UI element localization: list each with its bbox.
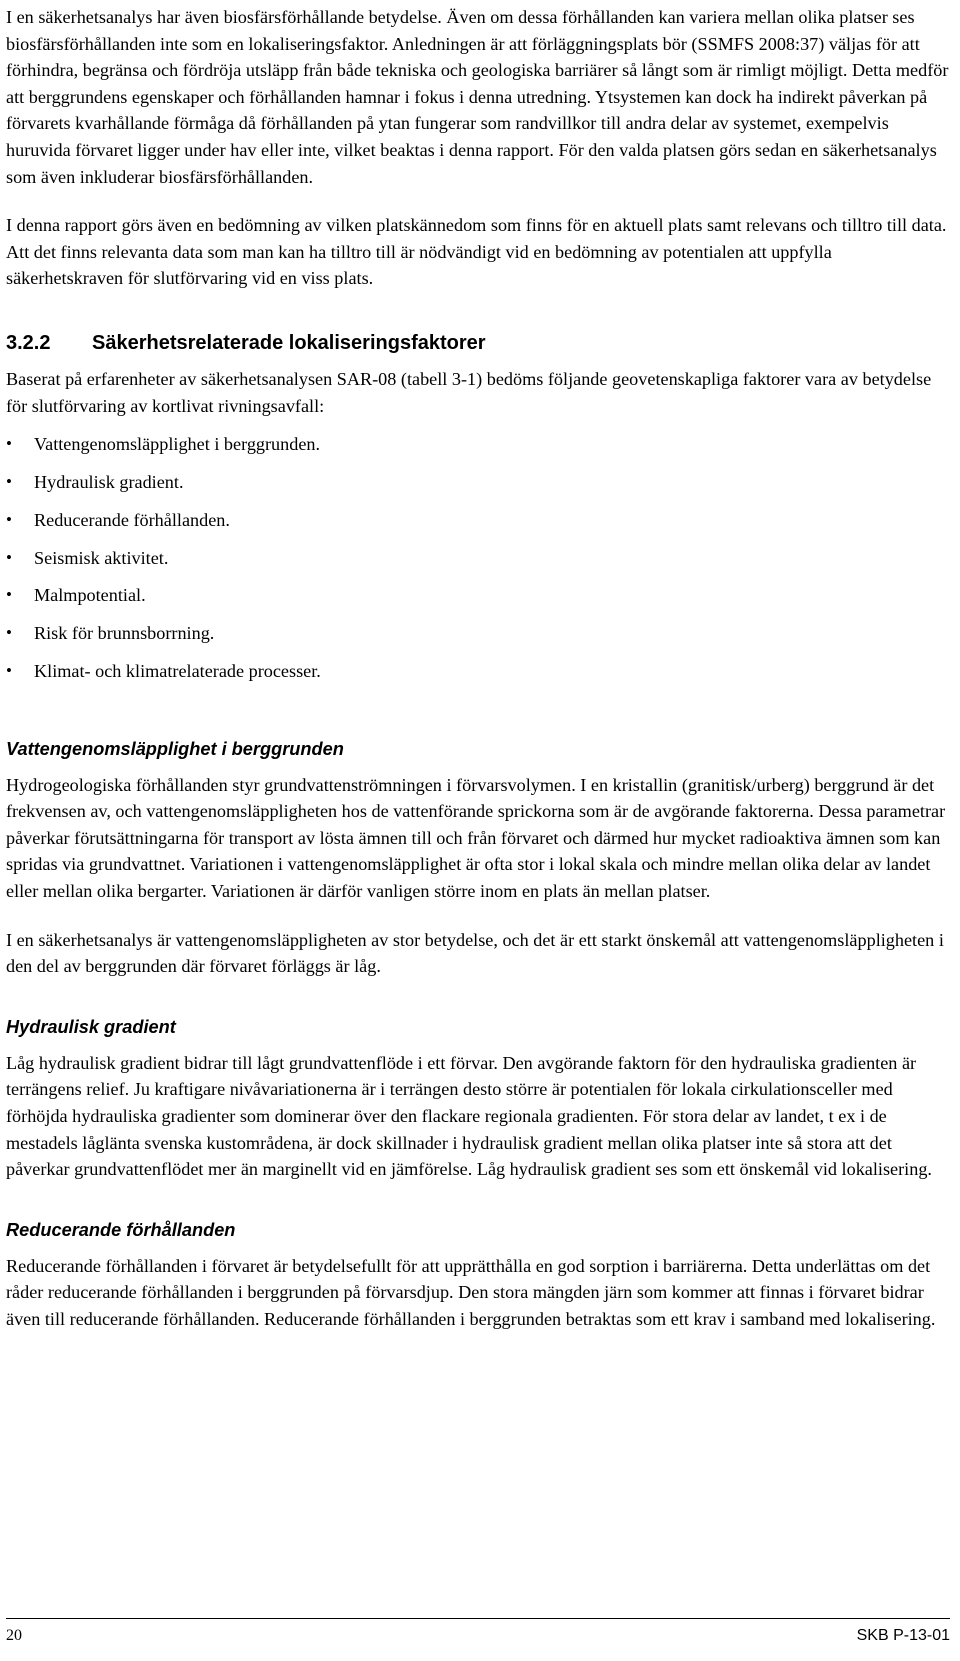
- list-item: [6, 545, 950, 583]
- section-number: 3.2.2: [6, 331, 51, 354]
- page-content: [6, 4, 950, 1355]
- factor-label: Vattengenomsläpplighet i berggrunden.: [34, 434, 321, 455]
- intro-paragraph-1: I en säkerhetsanalys har även biosfärsförhållande betydelse. Även om dessa förhållanden kan variera mellan olika platser ses biosfärsförhållanden inte som en lokaliseringsfaktor. Anledningen är att förläggningsplats bör (SSMFS 2008:37) väljas för att förhindra, begränsa och fördröja utsläpp från både tekniska och geologiska barriärer så långt som är rimligt möjligt. Detta medför att berggrundens egenskaper och förhållanden hamnar i fokus i denna utredning. Ytsystemen kan dock ha indirekt påverkan på förvarets kvarhållande förmåga då förhållanden på ytan fungerar som randvillkor till andra delar av systemet, exempelvis huruvida förvaret ligger under hav eller inte, vilket beaktas i denna rapport. För den valda platsen görs sedan en säkerhetsanalys som även inkluderar biosfärsförhållanden.: [6, 7, 949, 187]
- list-item: [6, 582, 950, 620]
- factor-label: Klimat- och klimatrelaterade processer.: [34, 660, 321, 681]
- subsection-heading-permeability: Vattengenomsläpplighet i berggrunden: [6, 738, 344, 759]
- bullet-icon: •: [6, 509, 12, 529]
- list-item: [6, 658, 950, 696]
- bullet-icon: •: [6, 547, 12, 567]
- permeability-paragraph-2: I en säkerhetsanalys är vattengenomsläppligheten av stor betydelse, och det är ett starkt önskemål att vattengenomsläppligheten i den del av berggrunden där förvaret förläggs är låg.: [6, 929, 944, 977]
- section-title: Säkerhetsrelaterade lokaliseringsfaktorer: [92, 331, 486, 354]
- subsection-heading-reducing: Reducerande förhållanden: [6, 1219, 236, 1240]
- permeability-paragraph-1: Hydrogeologiska förhållanden styr grundvattenströmningen i förvarsvolymen. I en kristallin (granitisk/urberg) berggrund är det frekvensen av, och vattengenomsläppligheten hos de vattenförande sprickorna som är de avgörande faktorerna. Dessa parametrar påverkar förutsättningarna för transport av lösta ämnen till och från förvaret och därmed hur mycket radioaktiva ämnen som kan spridas via grundvattnet. Variationen i vattengenomsläpplighet är ofta stor i lokal skala och mindre mellan olika delar av landet eller mellan olika bergarter. Variationen är därför vanligen större inom en plats än mellan platser.: [6, 774, 946, 902]
- bullet-icon: •: [6, 660, 12, 680]
- bullet-icon: •: [6, 471, 12, 491]
- section-heading: [6, 330, 950, 356]
- reducing-paragraph: Reducerande förhållanden i förvaret är betydelsefullt för att upprätthålla en god sorption i barriärerna. Detta underlättas om det råder reducerande förhållanden i berggrunden på förvarsdjup. Den stora mängden järn som kommer att finnas i förvaret bidrar även till reducerande förhållanden. Reducerande förhållanden i berggrunden betraktas som ett krav i samband med lokalisering.: [6, 1255, 936, 1330]
- section-lead-paragraph: Baserat på erfarenheter av säkerhetsanalysen SAR-08 (tabell 3-1) bedöms följande geovetenskapliga faktorer vara av betydelse för slutförvaring av kortlivat rivningsavfall:: [6, 368, 932, 416]
- factor-label: Malmpotential.: [34, 585, 146, 606]
- intro-paragraph-2: I denna rapport görs även en bedömning av vilken platskännedom som finns för en aktuell plats samt relevans och tilltro till data. Att det finns relevanta data som man kan ha tilltro till är nödvändigt vid en bedömning av potentialen att uppfylla säkerhetskraven för slutförvaring vid en viss plats.: [6, 215, 947, 289]
- list-item: [6, 620, 950, 658]
- subsection-heading-gradient: Hydraulisk gradient: [6, 1016, 176, 1037]
- page-number: 20: [6, 1627, 22, 1644]
- factor-label: Hydraulisk gradient.: [34, 471, 184, 492]
- document-id: SKB P-13-01: [856, 1627, 950, 1644]
- bullet-icon: •: [6, 434, 12, 454]
- factor-label: Seismisk aktivitet.: [34, 547, 169, 568]
- list-item: [6, 507, 950, 545]
- bullet-icon: •: [6, 585, 12, 605]
- page-footer: [6, 1627, 950, 1645]
- list-item: [6, 469, 950, 507]
- factor-label: Reducerande förhållanden.: [34, 509, 230, 530]
- footer-divider: [6, 1618, 950, 1619]
- factor-label: Risk för brunnsborrning.: [34, 623, 215, 644]
- factor-list: [6, 431, 950, 696]
- bullet-icon: •: [6, 623, 12, 643]
- gradient-paragraph: Låg hydraulisk gradient bidrar till lågt grundvattenflöde i ett förvar. Den avgörande faktorn för den hydrauliska gradienten är terrängens relief. Ju kraftigare nivåvariationerna är i terrängen desto större är potentialen för lokala cirkulationsceller med förhöjda hydrauliska gradienter som dominerar över den flackare regionala gradienten. För stora delar av landet, t ex i de mestadels låglänta svenska kustområdena, är dock skillnader i hydraulisk gradient mellan olika platser inte så stora att det påverkar grundvattenflödet mer än marginellt vid en jämförelse. Låg hydraulisk gradient ses som ett önskemål vid lokalisering.: [6, 1052, 932, 1180]
- list-item: [6, 431, 950, 469]
